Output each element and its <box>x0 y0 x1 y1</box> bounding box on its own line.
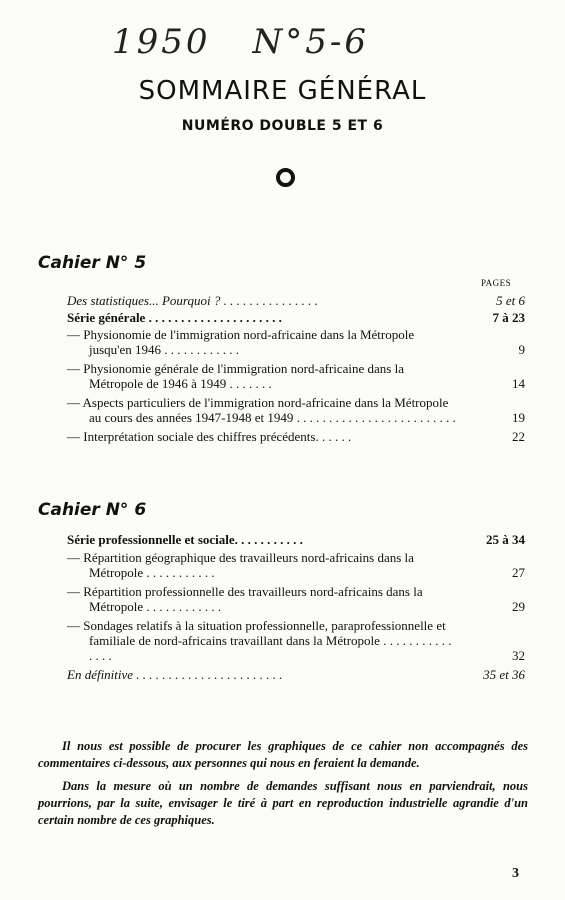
toc-entry-text: — Répartition professionnelle des travailleurs nord-africains dans la Métropole . . . . . . . . . . . . <box>67 584 423 614</box>
toc-entry-pages: 9 <box>518 342 525 357</box>
toc-entry <box>67 667 525 682</box>
toc-entry <box>67 584 525 614</box>
toc-entry-text: Série professionnelle et sociale. . . . . . . . . . . <box>67 532 303 547</box>
toc-entry-pages: 35 et 36 <box>483 667 525 682</box>
cahier-6-heading: Cahier N° 6 <box>38 500 147 520</box>
cahier-5-heading: Cahier N° 5 <box>38 253 147 273</box>
toc-entry-text: — Interprétation sociale des chiffres précédents. . . . . . <box>67 429 352 444</box>
toc-entry <box>67 361 525 391</box>
ring-ornament-icon <box>276 168 295 187</box>
toc-entry <box>67 429 525 444</box>
toc-entry-text: — Aspects particuliers de l'immigration nord-africaine dans la Métropole au cours des années 1947-1948 et 1949 . . . . . . . . . . . . . . . . . . . . . . . . . <box>67 395 456 425</box>
toc-entry-pages: 7 à 23 <box>492 310 525 325</box>
cahier-5-toc <box>67 293 525 444</box>
toc-entry-pages: 5 et 6 <box>496 293 525 308</box>
handwritten-year: 1950 <box>112 22 211 62</box>
note-paragraph: Dans la mesure où un nombre de demandes suffisant nous en parviendrait, nous pourrions, par la suite, envisager le tiré à part en reproduction industrielle agrandie d'un certain nombre de ces graphiques. <box>38 779 528 827</box>
toc-entry-pages: 32 <box>512 648 525 663</box>
toc-entry <box>67 532 525 547</box>
toc-entry-pages: 27 <box>512 565 525 580</box>
toc-entry-text: — Physionomie de l'immigration nord-africaine dans la Métropole jusqu'en 1946 . . . . . . . . . . . . <box>67 327 415 357</box>
handwritten-annotation <box>112 22 369 62</box>
toc-entry-text: En définitive . . . . . . . . . . . . . . . . . . . . . . . <box>67 667 283 682</box>
page-subtitle: NUMÉRO DOUBLE 5 ET 6 <box>181 118 384 134</box>
pages-column-header: PAGES <box>481 278 512 288</box>
availability-note <box>38 738 528 829</box>
toc-entry-text: Série générale . . . . . . . . . . . . . . . . . . . . . <box>67 310 282 325</box>
toc-entry-text: — Physionomie générale de l'immigration nord-africaine dans la Métropole de 1946 à 1949 . . . . . . . <box>67 361 404 391</box>
toc-entry-pages: 14 <box>512 376 525 391</box>
toc-entry-pages: 25 à 34 <box>486 532 525 547</box>
toc-entry-text: — Sondages relatifs à la situation professionnelle, paraprofessionnelle et familiale de nord-africains travaillant dans la Métropole . . . . . . . . . . . . . . . <box>67 618 452 663</box>
handwritten-number: N°5-6 <box>252 22 370 62</box>
toc-entry <box>67 310 525 325</box>
toc-entry <box>67 550 525 580</box>
toc-entry-text: Des statistiques... Pourquoi ? . . . . . . . . . . . . . . . <box>67 293 318 308</box>
cahier-6-toc <box>67 532 525 682</box>
page-number: 3 <box>512 866 519 881</box>
toc-entry <box>67 327 525 357</box>
toc-entry-pages: 22 <box>512 429 525 444</box>
toc-entry <box>67 395 525 425</box>
toc-entry-pages: 29 <box>512 599 525 614</box>
note-paragraph: Il nous est possible de procurer les graphiques de ce cahier non accompagnés des commentaires ci-dessous, aux personnes qui nous en feraient la demande. <box>38 739 528 770</box>
toc-entry-text: — Répartition géographique des travailleurs nord-africains dans la Métropole . . . . . . . . . . . <box>67 550 414 580</box>
toc-entry-pages: 19 <box>512 410 525 425</box>
toc-entry <box>67 293 525 308</box>
page-title: SOMMAIRE GÉNÉRAL <box>138 76 427 106</box>
toc-entry <box>67 618 525 663</box>
